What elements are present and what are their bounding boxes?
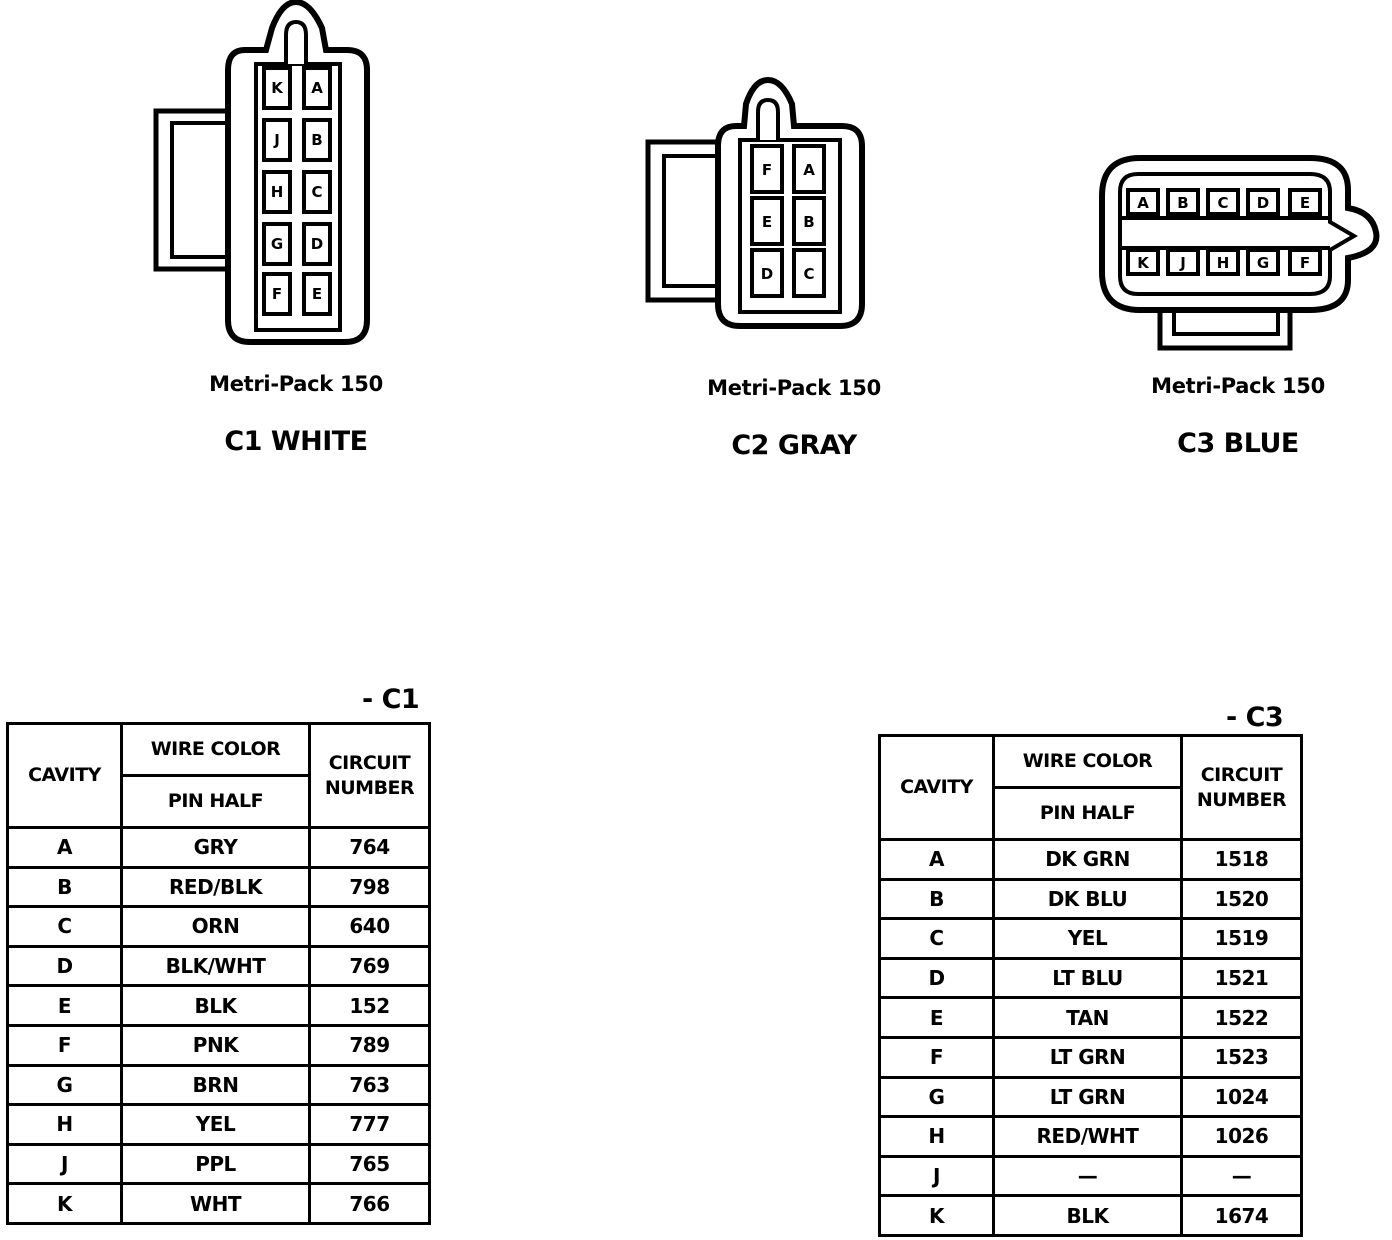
table-row <box>880 958 1302 998</box>
cavity-cell: F <box>8 1025 122 1065</box>
c3-pin-j <box>1168 250 1198 274</box>
svg-text:D: D <box>760 265 774 283</box>
svg-text:J: J <box>274 131 280 149</box>
c2-pin-b <box>794 198 824 244</box>
connector-c1-drawing <box>150 0 380 350</box>
c1-pin-c <box>304 172 330 212</box>
connector-type-label: Metri-Pack 150 <box>1151 374 1325 398</box>
header-cavity: CAVITY <box>880 736 994 840</box>
circuit-number-cell: 789 <box>310 1025 430 1065</box>
c1-pin-d <box>304 224 330 264</box>
circuit-number-cell: 1523 <box>1182 1037 1302 1077</box>
svg-text:H: H <box>270 183 284 201</box>
svg-text:A: A <box>803 161 815 179</box>
cavity-cell: F <box>880 1037 994 1077</box>
cavity-cell: C <box>880 919 994 959</box>
circuit-number-cell: — <box>1182 1156 1302 1196</box>
cavity-cell: K <box>880 1196 994 1236</box>
svg-text:B: B <box>1177 194 1189 212</box>
c3-pin-e <box>1290 190 1320 214</box>
table-row <box>8 1105 430 1145</box>
c2-pin-f <box>752 146 782 192</box>
circuit-number-cell: 764 <box>310 828 430 868</box>
cavity-cell: A <box>880 840 994 880</box>
wire-color-cell: GRY <box>122 828 310 868</box>
wire-color-cell: WHT <box>122 1184 310 1224</box>
table-c3-tag: - C3 <box>1226 702 1284 733</box>
c3-pin-f <box>1290 250 1320 274</box>
table-row <box>8 828 430 868</box>
connector-c3-caption <box>1088 374 1388 459</box>
wire-color-cell: BRN <box>122 1065 310 1105</box>
cavity-cell: J <box>880 1156 994 1196</box>
table-row <box>8 946 430 986</box>
table-row <box>880 1037 1302 1077</box>
circuit-number-cell: 766 <box>310 1184 430 1224</box>
c1-pin-f <box>264 274 290 314</box>
wire-color-cell: DK GRN <box>994 840 1182 880</box>
circuit-number-cell: 763 <box>310 1065 430 1105</box>
wire-color-cell: PNK <box>122 1025 310 1065</box>
c2-pin-a <box>794 146 824 192</box>
circuit-number-cell: 1518 <box>1182 840 1302 880</box>
circuit-number-cell: 1026 <box>1182 1117 1302 1157</box>
circuit-number-cell: 1674 <box>1182 1196 1302 1236</box>
connector-type-label: Metri-Pack 150 <box>209 372 383 396</box>
cavity-cell: B <box>880 879 994 919</box>
connector-name: C3 BLUE <box>1177 428 1299 459</box>
svg-text:A: A <box>1137 194 1149 212</box>
wire-color-cell: BLK <box>994 1196 1182 1236</box>
cavity-cell: E <box>8 986 122 1026</box>
wire-color-cell: RED/WHT <box>994 1117 1182 1157</box>
c3-pin-a <box>1128 190 1158 214</box>
cavity-cell: A <box>8 828 122 868</box>
circuit-number-cell: 1522 <box>1182 998 1302 1038</box>
table-row <box>880 1077 1302 1117</box>
header-circuit-number: CIRCUIT NUMBER <box>310 724 430 828</box>
svg-text:E: E <box>761 213 773 231</box>
wire-color-cell: LT BLU <box>994 958 1182 998</box>
cavity-cell: H <box>880 1117 994 1157</box>
svg-text:K: K <box>271 79 283 97</box>
connector-name: C2 GRAY <box>731 430 857 461</box>
cavity-cell: D <box>8 946 122 986</box>
cavity-cell: G <box>880 1077 994 1117</box>
table-row <box>880 840 1302 880</box>
pinout-table-c1 <box>6 722 431 1225</box>
table-row <box>880 879 1302 919</box>
table-row <box>880 998 1302 1038</box>
wire-color-cell: LT GRN <box>994 1077 1182 1117</box>
circuit-number-cell: 1521 <box>1182 958 1302 998</box>
svg-text:C: C <box>311 183 323 201</box>
header-cavity: CAVITY <box>8 724 122 828</box>
svg-text:E: E <box>311 285 323 303</box>
c3-pin-k <box>1128 250 1158 274</box>
svg-text:H: H <box>1216 254 1230 272</box>
c1-pin-b <box>304 120 330 160</box>
svg-text:B: B <box>803 213 815 231</box>
cavity-cell: K <box>8 1184 122 1224</box>
wire-color-cell: PPL <box>122 1144 310 1184</box>
c1-pin-h <box>264 172 290 212</box>
circuit-number-cell: 765 <box>310 1144 430 1184</box>
table-row <box>880 1196 1302 1236</box>
pinout-table-c3 <box>878 734 1303 1237</box>
c1-pin-g <box>264 224 290 264</box>
c2-pin-d <box>752 250 782 296</box>
table-row <box>880 919 1302 959</box>
wire-color-cell: TAN <box>994 998 1182 1038</box>
table-row <box>8 1025 430 1065</box>
wire-color-cell: BLK/WHT <box>122 946 310 986</box>
connector-c3-drawing <box>1096 150 1386 360</box>
c2-pin-e <box>752 198 782 244</box>
header-wire-color: WIRE COLOR <box>994 736 1182 788</box>
wire-color-cell: — <box>994 1156 1182 1196</box>
header-pin-half: PIN HALF <box>994 788 1182 840</box>
svg-text:K: K <box>1137 254 1149 272</box>
wire-color-cell: YEL <box>122 1105 310 1145</box>
svg-text:F: F <box>1299 254 1311 272</box>
cavity-cell: G <box>8 1065 122 1105</box>
wire-color-cell: RED/BLK <box>122 867 310 907</box>
table-row <box>8 1184 430 1224</box>
svg-text:C: C <box>803 265 815 283</box>
svg-text:A: A <box>311 79 323 97</box>
c1-pin-e <box>304 274 330 314</box>
connector-c2-caption <box>644 376 944 461</box>
c2-pin-c <box>794 250 824 296</box>
table-row <box>8 986 430 1026</box>
header-wire-color: WIRE COLOR <box>122 724 310 776</box>
wire-color-cell: ORN <box>122 907 310 947</box>
circuit-number-cell: 640 <box>310 907 430 947</box>
table-row <box>8 867 430 907</box>
connector-c1-caption <box>146 372 446 457</box>
circuit-number-cell: 798 <box>310 867 430 907</box>
wire-color-cell: DK BLU <box>994 879 1182 919</box>
header-circuit-number: CIRCUIT NUMBER <box>1182 736 1302 840</box>
c3-pin-g <box>1248 250 1278 274</box>
c3-pin-d <box>1248 190 1278 214</box>
c1-pin-a <box>304 68 330 108</box>
svg-text:J: J <box>1180 254 1186 272</box>
table-row <box>880 1156 1302 1196</box>
connector-type-label: Metri-Pack 150 <box>707 376 881 400</box>
svg-text:F: F <box>761 161 773 179</box>
svg-text:B: B <box>311 131 323 149</box>
connector-c2-drawing <box>640 76 870 336</box>
c3-pin-h <box>1208 250 1238 274</box>
cavity-cell: D <box>880 958 994 998</box>
table-row <box>880 1117 1302 1157</box>
cavity-cell: C <box>8 907 122 947</box>
table-c1-tag: - C1 <box>362 684 420 715</box>
table-row <box>8 907 430 947</box>
header-pin-half: PIN HALF <box>122 776 310 828</box>
circuit-number-cell: 777 <box>310 1105 430 1145</box>
svg-text:D: D <box>310 235 324 253</box>
table-row <box>8 1065 430 1105</box>
c3-pin-c <box>1208 190 1238 214</box>
svg-text:C: C <box>1217 194 1229 212</box>
svg-text:F: F <box>271 285 283 303</box>
c3-pin-b <box>1168 190 1198 214</box>
table-row <box>8 1144 430 1184</box>
wire-color-cell: LT GRN <box>994 1037 1182 1077</box>
svg-text:E: E <box>1299 194 1311 212</box>
c1-pin-k <box>264 68 290 108</box>
connector-name: C1 WHITE <box>224 426 368 457</box>
circuit-number-cell: 769 <box>310 946 430 986</box>
wire-color-cell: YEL <box>994 919 1182 959</box>
circuit-number-cell: 1519 <box>1182 919 1302 959</box>
c1-pin-j <box>264 120 290 160</box>
svg-text:G: G <box>1256 254 1270 272</box>
circuit-number-cell: 1024 <box>1182 1077 1302 1117</box>
cavity-cell: H <box>8 1105 122 1145</box>
cavity-cell: B <box>8 867 122 907</box>
cavity-cell: E <box>880 998 994 1038</box>
svg-text:G: G <box>270 235 284 253</box>
cavity-cell: J <box>8 1144 122 1184</box>
svg-text:D: D <box>1256 194 1270 212</box>
circuit-number-cell: 1520 <box>1182 879 1302 919</box>
circuit-number-cell: 152 <box>310 986 430 1026</box>
wire-color-cell: BLK <box>122 986 310 1026</box>
